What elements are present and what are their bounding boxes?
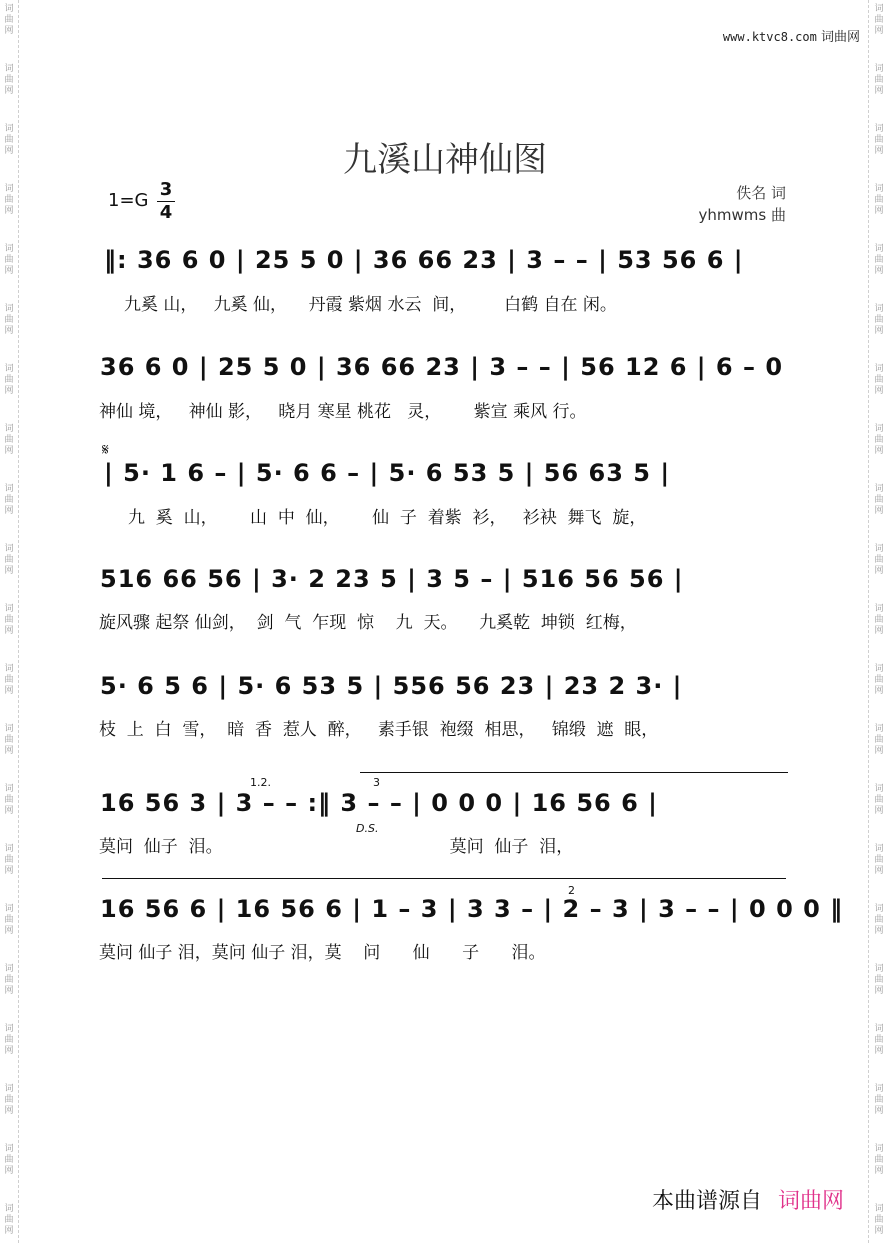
volta-bracket [360,772,788,773]
watermark-glyph: 网 [4,866,14,876]
watermark-glyph: 曲 [4,975,14,985]
watermark-glyph: 网 [4,1226,14,1236]
footer-label: 本曲谱源自 [651,1189,762,1214]
watermark-glyph: 网 [874,206,884,216]
watermark-glyph: 曲 [874,495,884,505]
watermark-glyph: 曲 [874,675,884,685]
score-row-1-notes: ‖: 36 6 0 | 25 5 0 | 36 66 23 | 3 – – | 53 56 6 | [104,246,744,274]
watermark-glyph: 网 [874,326,884,336]
watermark-glyph: 词 [874,184,884,194]
watermark-glyph: 网 [874,626,884,636]
watermark-glyph: 曲 [4,75,14,85]
watermark-glyph: 网 [4,506,14,516]
watermark-glyph: 词 [874,124,884,134]
watermark-glyph: 网 [4,926,14,936]
watermark-glyph: 曲 [4,915,14,925]
score-row-7-lyrics: 莫问 仙子 泪，莫问 仙子 泪，莫 问 仙 子 泪。 [99,943,546,963]
grace-note: 2 [568,884,575,897]
watermark-glyph: 词 [4,244,14,254]
watermark-glyph: 曲 [874,255,884,265]
watermark-glyph: 网 [874,686,884,696]
watermark-glyph: 词 [874,1204,884,1214]
volta-1-label: 1.2. [250,776,271,789]
watermark-glyph: 词 [4,904,14,914]
watermark-glyph: 网 [874,566,884,576]
watermark-glyph: 网 [4,1106,14,1116]
watermark-glyph: 曲 [874,555,884,565]
watermark-glyph: 词 [874,904,884,914]
site-url[interactable]: www.ktvc8.com [722,30,817,44]
watermark-glyph: 网 [874,26,884,36]
watermark-glyph: 词 [4,964,14,974]
watermark-glyph: 网 [874,866,884,876]
watermark-glyph: 曲 [874,15,884,25]
score-row-3-lyrics: 九 奚 山， 山 中 仙， 仙 子 着紫 衫， 衫袂 舞飞 旋， [128,508,647,528]
watermark-glyph: 网 [4,806,14,816]
time-signature-top: 3 [159,179,173,200]
watermark-glyph: 网 [4,326,14,336]
time-signature-bottom: 4 [159,202,173,223]
watermark-glyph: 词 [874,844,884,854]
score-row-4-lyrics: 旋风骤 起祭 仙剑， 剑 气 乍现 惊 九 天。 九奚乾 坤锁 红梅， [99,613,637,633]
watermark-glyph: 曲 [4,1215,14,1225]
watermark-glyph: 网 [4,746,14,756]
ds-marking: D.S. [356,822,379,835]
watermark-glyph: 曲 [4,675,14,685]
watermark-glyph: 网 [874,986,884,996]
watermark-glyph: 曲 [874,75,884,85]
watermark-glyph: 曲 [4,315,14,325]
watermark-glyph: 词 [874,964,884,974]
watermark-glyph: 曲 [4,135,14,145]
watermark-glyph: 曲 [874,135,884,145]
watermark-glyph: 曲 [4,15,14,25]
left-watermark-strip [0,0,19,1243]
watermark-glyph: 词 [4,4,14,14]
watermark-glyph: 词 [4,1024,14,1034]
watermark-glyph: 词 [874,1144,884,1154]
watermark-glyph: 词 [4,424,14,434]
score-row-5-lyrics: 枝 上 白 雪， 暗 香 惹人 醉， 素手银 袍缀 相思， 锦缎 遮 眼， [99,720,659,740]
watermark-glyph: 曲 [874,915,884,925]
watermark-glyph: 曲 [874,735,884,745]
watermark-glyph: 网 [4,386,14,396]
score-row-4-notes: 516 66 56 | 3· 2 23 5 | 3 5 – | 516 56 56 | [100,565,684,593]
watermark-glyph: 网 [874,266,884,276]
ending-bracket [102,878,786,879]
watermark-glyph: 词 [4,724,14,734]
watermark-glyph: 曲 [4,855,14,865]
watermark-glyph: 网 [4,986,14,996]
watermark-glyph: 曲 [4,1155,14,1165]
watermark-glyph: 词 [4,484,14,494]
watermark-glyph: 网 [4,566,14,576]
watermark-glyph: 网 [4,446,14,456]
watermark-glyph: 网 [4,1166,14,1176]
score-row-3-notes: | 5· 1 6 – | 5· 6 6 – | 5· 6 53 5 | 56 63 5 | [104,459,671,487]
watermark-glyph: 词 [4,604,14,614]
watermark-glyph: 网 [4,146,14,156]
watermark-glyph: 网 [874,146,884,156]
watermark-glyph: 曲 [4,1035,14,1045]
watermark-glyph: 词 [4,64,14,74]
watermark-glyph: 曲 [874,1095,884,1105]
score-row-2-notes: 36 6 0 | 25 5 0 | 36 66 23 | 3 – – | 56 12 6 | 6 – 0 [100,353,784,381]
watermark-glyph: 网 [874,746,884,756]
watermark-glyph: 曲 [4,615,14,625]
watermark-glyph: 词 [874,544,884,554]
watermark-glyph: 曲 [874,435,884,445]
watermark-glyph: 词 [4,364,14,374]
watermark-glyph: 网 [4,1046,14,1056]
watermark-glyph: 词 [874,64,884,74]
watermark-glyph: 网 [4,26,14,36]
watermark-glyph: 网 [4,626,14,636]
footer-brand[interactable]: 词曲网 [777,1189,844,1214]
volta-2-label: 3 [373,776,380,789]
watermark-glyph: 词 [4,1204,14,1214]
score-row-6-lyrics: 莫问 仙子 泪。 莫问 仙子 泪， [99,837,574,857]
watermark-glyph: 曲 [874,795,884,805]
watermark-glyph: 曲 [4,735,14,745]
watermark-glyph: 词 [4,784,14,794]
watermark-glyph: 曲 [874,1035,884,1045]
watermark-glyph: 网 [874,86,884,96]
watermark-glyph: 网 [4,266,14,276]
score-row-2-lyrics: 神仙 境， 神仙 影， 晓月 寒星 桃花 灵， 紫宣 乘风 行。 [99,402,587,422]
watermark-glyph: 网 [874,1226,884,1236]
watermark-glyph: 曲 [4,375,14,385]
watermark-glyph: 网 [874,806,884,816]
watermark-glyph: 曲 [874,195,884,205]
score-row-6-notes: 16 56 3 | 3 – – :‖ 3 – – | 0 0 0 | 16 56 6 | [100,789,658,817]
watermark-glyph: 词 [874,1084,884,1094]
watermark-glyph: 曲 [874,1155,884,1165]
watermark-glyph: 曲 [874,615,884,625]
watermark-glyph: 网 [4,86,14,96]
watermark-glyph: 词 [874,4,884,14]
watermark-glyph: 词 [4,304,14,314]
watermark-glyph: 词 [874,784,884,794]
watermark-glyph: 词 [874,664,884,674]
source-footer [652,1184,844,1215]
watermark-glyph: 词 [4,544,14,554]
watermark-glyph: 曲 [4,435,14,445]
watermark-glyph: 词 [4,664,14,674]
watermark-glyph: 词 [874,304,884,314]
right-watermark-strip [868,0,887,1243]
watermark-glyph: 网 [874,1046,884,1056]
watermark-glyph: 词 [874,424,884,434]
site-header[interactable] [723,26,860,45]
watermark-glyph: 网 [4,686,14,696]
watermark-glyph: 曲 [4,555,14,565]
score-row-7-notes: 16 56 6 | 16 56 6 | 1 – 3 | 3 3 – | 2 – 3 | 3 – – | 0 0 0 ‖ [100,895,844,923]
watermark-glyph: 网 [874,1166,884,1176]
watermark-glyph: 曲 [4,255,14,265]
watermark-glyph: 曲 [4,495,14,505]
watermark-glyph: 网 [4,206,14,216]
watermark-glyph: 词 [874,484,884,494]
watermark-glyph: 网 [874,506,884,516]
watermark-glyph: 曲 [4,195,14,205]
watermark-glyph: 网 [874,386,884,396]
watermark-glyph: 网 [874,926,884,936]
watermark-glyph: 曲 [4,1095,14,1105]
watermark-glyph: 词 [874,1024,884,1034]
watermark-glyph: 曲 [4,795,14,805]
watermark-glyph: 词 [874,364,884,374]
watermark-glyph: 曲 [874,975,884,985]
watermark-glyph: 曲 [874,375,884,385]
composer-credit: yhmwms 曲 [698,206,786,224]
key-signature: 1=G [108,190,149,211]
watermark-glyph: 词 [874,244,884,254]
song-title: 九溪山神仙图 [343,140,547,180]
lyricist-credit: 佚名 词 [736,184,786,202]
watermark-glyph: 曲 [874,855,884,865]
watermark-glyph: 词 [4,184,14,194]
watermark-glyph: 词 [874,724,884,734]
time-signature [157,180,175,223]
score-row-5-notes: 5· 6 5 6 | 5· 6 53 5 | 556 56 23 | 23 2 3· | [100,672,683,700]
watermark-glyph: 网 [874,446,884,456]
watermark-glyph: 词 [874,604,884,614]
watermark-glyph: 词 [4,1084,14,1094]
watermark-glyph: 网 [874,1106,884,1116]
watermark-glyph: 曲 [874,1215,884,1225]
watermark-glyph: 词 [4,124,14,134]
watermark-glyph: 曲 [874,315,884,325]
watermark-glyph: 词 [4,844,14,854]
score-row-1-lyrics: 九奚 山， 九奚 仙， 丹霞 紫烟 水云 间， 白鹤 自在 闲。 [124,295,617,315]
watermark-glyph: 词 [4,1144,14,1154]
segno-sign: 𝄋 [102,440,109,459]
site-name[interactable]: 词曲网 [820,30,860,45]
